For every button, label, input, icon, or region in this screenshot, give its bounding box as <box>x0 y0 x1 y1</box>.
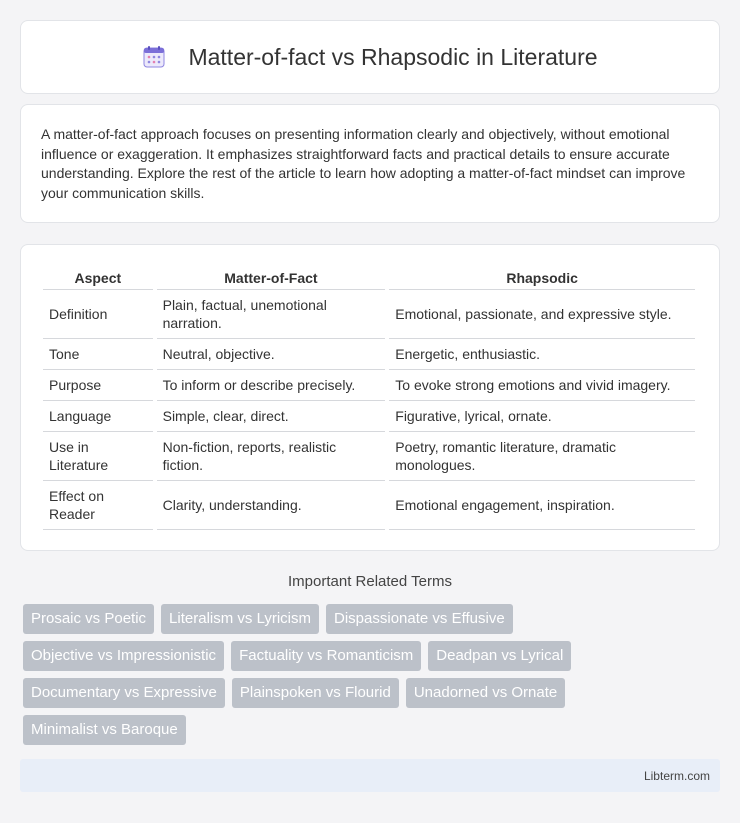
aspect-cell: Use in Literature <box>43 432 153 481</box>
rhapsodic-cell: Energetic, enthusiastic. <box>389 339 695 370</box>
intro-card <box>20 104 720 223</box>
matter-of-fact-cell: Non-fiction, reports, realistic fiction. <box>157 432 386 481</box>
table-row <box>43 432 695 481</box>
related-term-tag[interactable]: Documentary vs Expressive <box>23 678 225 708</box>
matter-of-fact-cell: Plain, factual, unemotional narration. <box>157 290 386 339</box>
related-terms-list <box>23 604 723 752</box>
matter-of-fact-cell: Clarity, understanding. <box>157 481 386 530</box>
header-card <box>20 20 720 94</box>
aspect-cell: Tone <box>43 339 153 370</box>
rhapsodic-cell: Emotional engagement, inspiration. <box>389 481 695 530</box>
related-term-tag[interactable]: Prosaic vs Poetic <box>23 604 154 634</box>
comparison-table <box>39 265 699 530</box>
header-rhapsodic: Rhapsodic <box>389 265 695 290</box>
tag-row <box>23 604 723 634</box>
intro-text: A matter-of-fact approach focuses on presenting information clearly and objectively, without emotional influence or exaggeration. It emphasizes straightforward facts and practical details to ensure accurate understanding. Explore the rest of the article to learn how adopting a matter-of-fact mindset can improve your communication skills. <box>41 126 686 201</box>
rhapsodic-cell: Poetry, romantic literature, dramatic monologues. <box>389 432 695 481</box>
table-row <box>43 370 695 401</box>
footer-site-link[interactable]: Libterm.com <box>643 768 710 783</box>
related-terms-title: Important Related Terms <box>288 573 452 590</box>
tag-row <box>23 641 723 671</box>
related-term-tag[interactable]: Factuality vs Romanticism <box>231 641 421 671</box>
matter-of-fact-cell: To inform or describe precisely. <box>157 370 386 401</box>
related-term-tag[interactable]: Minimalist vs Baroque <box>23 715 186 745</box>
header-matter-of-fact: Matter-of-Fact <box>157 265 386 290</box>
tag-row <box>23 715 723 745</box>
table-header-row <box>43 265 695 290</box>
aspect-cell: Purpose <box>43 370 153 401</box>
related-term-tag[interactable]: Literalism vs Lyricism <box>161 604 319 634</box>
related-term-tag[interactable]: Plainspoken vs Flourid <box>232 678 399 708</box>
header-aspect: Aspect <box>43 265 153 290</box>
comparison-table-card <box>20 244 720 551</box>
table-row <box>43 481 695 530</box>
header <box>142 44 597 71</box>
calendar-icon <box>142 45 166 69</box>
aspect-cell: Language <box>43 401 153 432</box>
table-row <box>43 401 695 432</box>
aspect-cell: Definition <box>43 290 153 339</box>
aspect-cell: Effect on Reader <box>43 481 153 530</box>
related-term-tag[interactable]: Deadpan vs Lyrical <box>428 641 571 671</box>
table-row <box>43 290 695 339</box>
rhapsodic-cell: To evoke strong emotions and vivid imagery. <box>389 370 695 401</box>
table-row <box>43 339 695 370</box>
rhapsodic-cell: Figurative, lyrical, ornate. <box>389 401 695 432</box>
tag-row <box>23 678 723 708</box>
page-title: Matter-of-fact vs Rhapsodic in Literature <box>188 43 598 70</box>
matter-of-fact-cell: Simple, clear, direct. <box>157 401 386 432</box>
related-term-tag[interactable]: Objective vs Impressionistic <box>23 641 224 671</box>
footer <box>20 759 720 792</box>
rhapsodic-cell: Emotional, passionate, and expressive style. <box>389 290 695 339</box>
matter-of-fact-cell: Neutral, objective. <box>157 339 386 370</box>
related-term-tag[interactable]: Unadorned vs Ornate <box>406 678 565 708</box>
related-term-tag[interactable]: Dispassionate vs Effusive <box>326 604 513 634</box>
